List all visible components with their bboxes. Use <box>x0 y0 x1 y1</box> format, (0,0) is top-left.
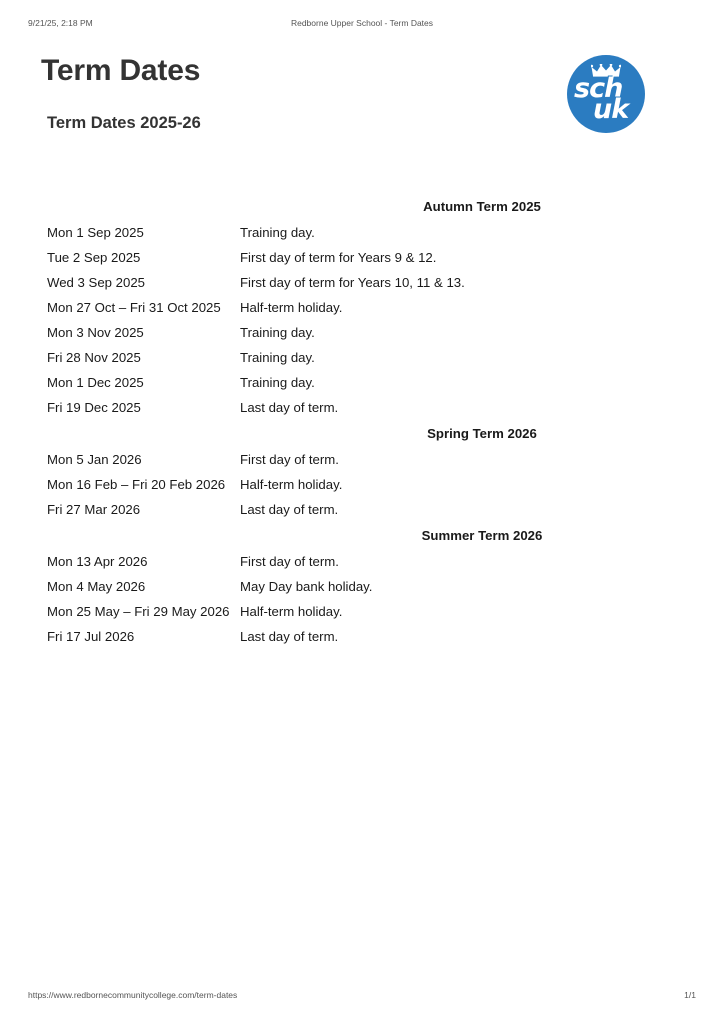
term-heading-spacer <box>0 197 240 224</box>
title-row <box>0 46 724 146</box>
row-event: Last day of term. <box>240 502 339 517</box>
table-row <box>0 603 724 628</box>
row-event: Half-term holiday. <box>240 604 343 619</box>
row-date: Fri 28 Nov 2025 <box>47 350 141 365</box>
term-heading-summer: Summer Term 2026 <box>421 528 543 543</box>
term-heading-spacer <box>0 424 240 451</box>
row-date: Mon 1 Sep 2025 <box>47 225 144 240</box>
print-document-title: Redborne Upper School - Term Dates <box>290 18 434 28</box>
term-heading-row <box>0 424 724 451</box>
row-date: Mon 25 May – Fri 29 May 2026 <box>47 604 230 619</box>
row-event: First day of term for Years 9 & 12. <box>240 250 437 265</box>
row-date: Wed 3 Sep 2025 <box>47 275 146 290</box>
row-date: Fri 19 Dec 2025 <box>47 400 141 415</box>
term-heading-autumn: Autumn Term 2025 <box>423 199 541 214</box>
row-date: Mon 13 Apr 2026 <box>47 554 148 569</box>
table-row <box>0 224 724 249</box>
table-row <box>0 553 724 578</box>
row-event: Last day of term. <box>240 400 339 415</box>
term-dates-table-body <box>0 197 724 653</box>
row-event: Training day. <box>240 225 315 240</box>
table-row <box>0 299 724 324</box>
row-event: May Day bank holiday. <box>240 579 373 594</box>
row-date: Mon 3 Nov 2025 <box>47 325 144 340</box>
row-date: Tue 2 Sep 2025 <box>47 250 141 265</box>
row-event: First day of term. <box>240 452 339 467</box>
row-event: First day of term. <box>240 554 339 569</box>
table-row <box>0 249 724 274</box>
row-event: First day of term for Years 10, 11 & 13. <box>240 275 465 290</box>
table-row <box>0 324 724 349</box>
print-footer-page-number: 1/1 <box>684 990 696 1000</box>
page-title: Term Dates <box>41 54 201 87</box>
logo-text-sch: sch <box>574 73 623 104</box>
term-heading-row <box>0 197 724 224</box>
row-date: Mon 1 Dec 2025 <box>47 375 144 390</box>
term-dates-table <box>0 197 724 653</box>
table-row <box>0 451 724 476</box>
logo-text-uk: uk <box>593 94 629 125</box>
table-row <box>0 628 724 653</box>
term-heading-spacer <box>0 526 240 553</box>
row-date: Mon 5 Jan 2026 <box>47 452 142 467</box>
row-event: Half-term holiday. <box>240 300 343 315</box>
school-logo <box>567 55 645 133</box>
row-event: Last day of term. <box>240 629 339 644</box>
table-row <box>0 399 724 424</box>
table-row <box>0 476 724 501</box>
row-event: Half-term holiday. <box>240 477 343 492</box>
row-date: Fri 17 Jul 2026 <box>47 629 135 644</box>
page-content <box>0 46 724 644</box>
row-date: Mon 27 Oct – Fri 31 Oct 2025 <box>47 300 221 315</box>
row-event: Training day. <box>240 375 315 390</box>
print-timestamp: 9/21/25, 2:18 PM <box>28 18 93 28</box>
table-row <box>0 349 724 374</box>
row-date: Mon 4 May 2026 <box>47 579 146 594</box>
row-date: Mon 16 Feb – Fri 20 Feb 2026 <box>47 477 226 492</box>
term-heading-spring: Spring Term 2026 <box>427 426 537 441</box>
row-date: Fri 27 Mar 2026 <box>47 502 141 517</box>
table-row <box>0 501 724 526</box>
row-event: Training day. <box>240 350 315 365</box>
term-heading-row <box>0 526 724 553</box>
table-row <box>0 578 724 603</box>
table-row <box>0 374 724 399</box>
section-subtitle: Term Dates 2025-26 <box>47 114 201 132</box>
print-footer <box>0 990 724 1004</box>
print-footer-url: https://www.redbornecommunitycollege.com/term-dates <box>28 990 238 1000</box>
print-header <box>0 18 724 32</box>
table-row <box>0 274 724 299</box>
row-event: Training day. <box>240 325 315 340</box>
